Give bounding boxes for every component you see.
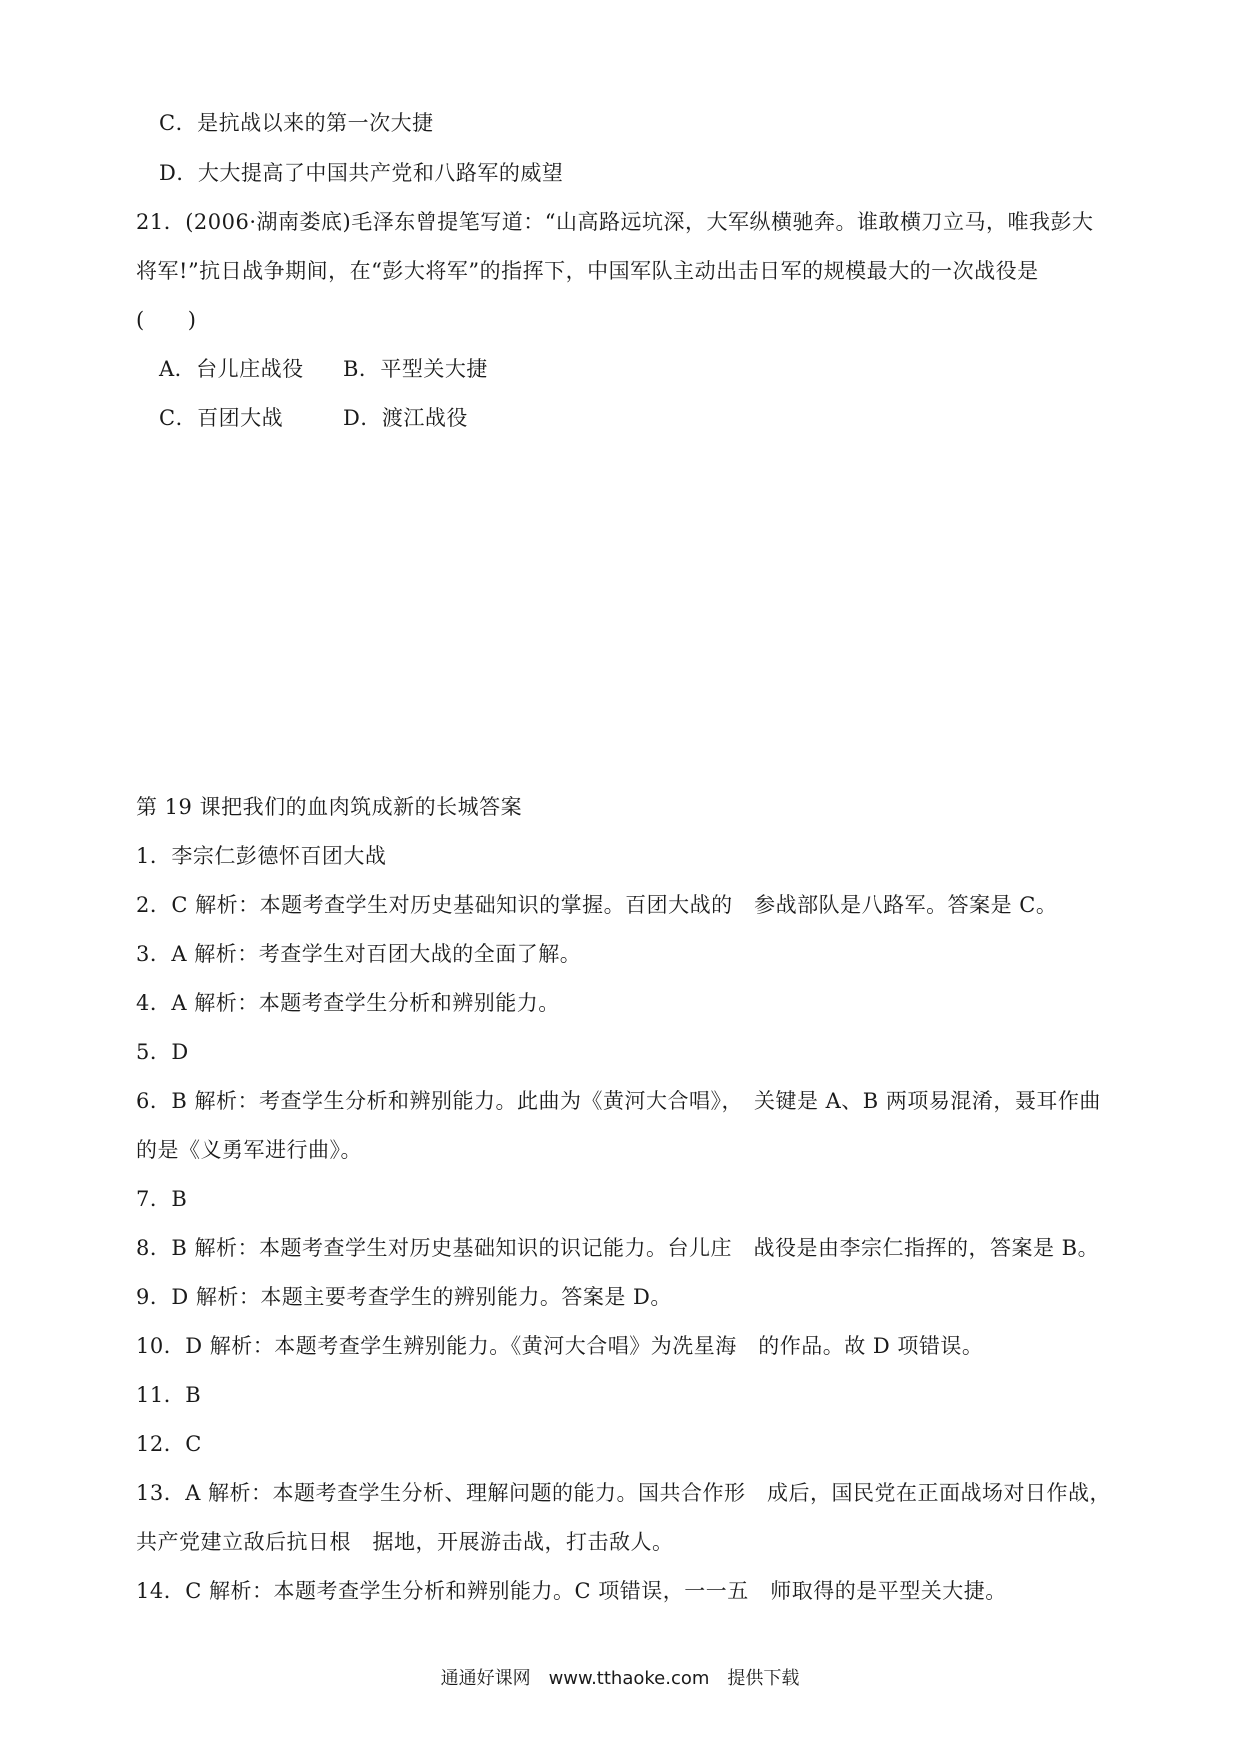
answer-6-line1: 6．B 解析：考查学生分析和辨别能力。此曲为《黄河大合唱》， 关键是 A、B 两项易混淆，聂耳作曲: [136, 1089, 1101, 1113]
q20-option-d: D．大大提高了中国共产党和八路军的威望: [159, 161, 564, 185]
q21-option-a: A．台儿庄战役: [159, 357, 304, 381]
answer-14: 14．C 解析：本题考查学生分析和辨别能力。C 项错误，一一五 师取得的是平型关大捷。: [136, 1579, 1007, 1603]
answer-9: 9．D 解析：本题主要考查学生的辨别能力。答案是 D。: [136, 1285, 672, 1309]
page-footer: 通通好课网 www.tthaoke.com 提供下载: [440, 1668, 800, 1689]
q20-option-c: C．是抗战以来的第一次大捷: [159, 111, 434, 135]
answer-13-line2: 共产党建立敌后抗日根 据地，开展游击战，打击敌人。: [136, 1530, 674, 1554]
answer-7: 7．B: [136, 1187, 188, 1211]
answer-1: 1．李宗仁彭德怀百团大战: [136, 844, 387, 868]
answer-13-line1: 13．A 解析：本题考查学生分析、理解问题的能力。国共合作形 成后，国民党在正面战场对日作战，: [136, 1481, 1112, 1505]
q21-blank: ( ): [136, 308, 197, 332]
answer-8: 8．B 解析：本题考查学生对历史基础知识的识记能力。台儿庄 战役是由李宗仁指挥的，答案是 B。: [136, 1236, 1100, 1260]
answer-2: 2．C 解析：本题考查学生对历史基础知识的掌握。百团大战的 参战部队是八路军。答案是 C。: [136, 893, 1058, 917]
answer-5: 5．D: [136, 1040, 189, 1064]
answer-6-line2: 的是《义勇军进行曲》。: [136, 1138, 362, 1162]
answer-11: 11．B: [136, 1383, 202, 1407]
q21-stem-line2: 将军!”抗日战争期间，在“彭大将军”的指挥下，中国军队主动出击日军的规模最大的一次战役是: [136, 259, 1039, 283]
answer-12: 12．C: [136, 1432, 202, 1456]
answer-10: 10．D 解析：本题考查学生辨别能力。《黄河大合唱》为冼星海 的作品。故 D 项错误。: [136, 1334, 984, 1358]
q21-stem-line1: 21．(2006·湖南娄底)毛泽东曾提笔写道：“山高路远坑深，大军纵横驰奔。谁敢横刀立马，唯我彭大: [136, 210, 1094, 234]
answer-4: 4．A 解析：本题考查学生分析和辨别能力。: [136, 991, 560, 1015]
q21-option-c: C．百团大战: [159, 406, 284, 430]
q21-option-b: B．平型关大捷: [343, 357, 488, 381]
q21-option-d: D．渡江战役: [343, 406, 468, 430]
answer-3: 3．A 解析：考查学生对百团大战的全面了解。: [136, 942, 582, 966]
answers-title: 第 19 课把我们的血肉筑成新的长城答案: [136, 795, 523, 819]
